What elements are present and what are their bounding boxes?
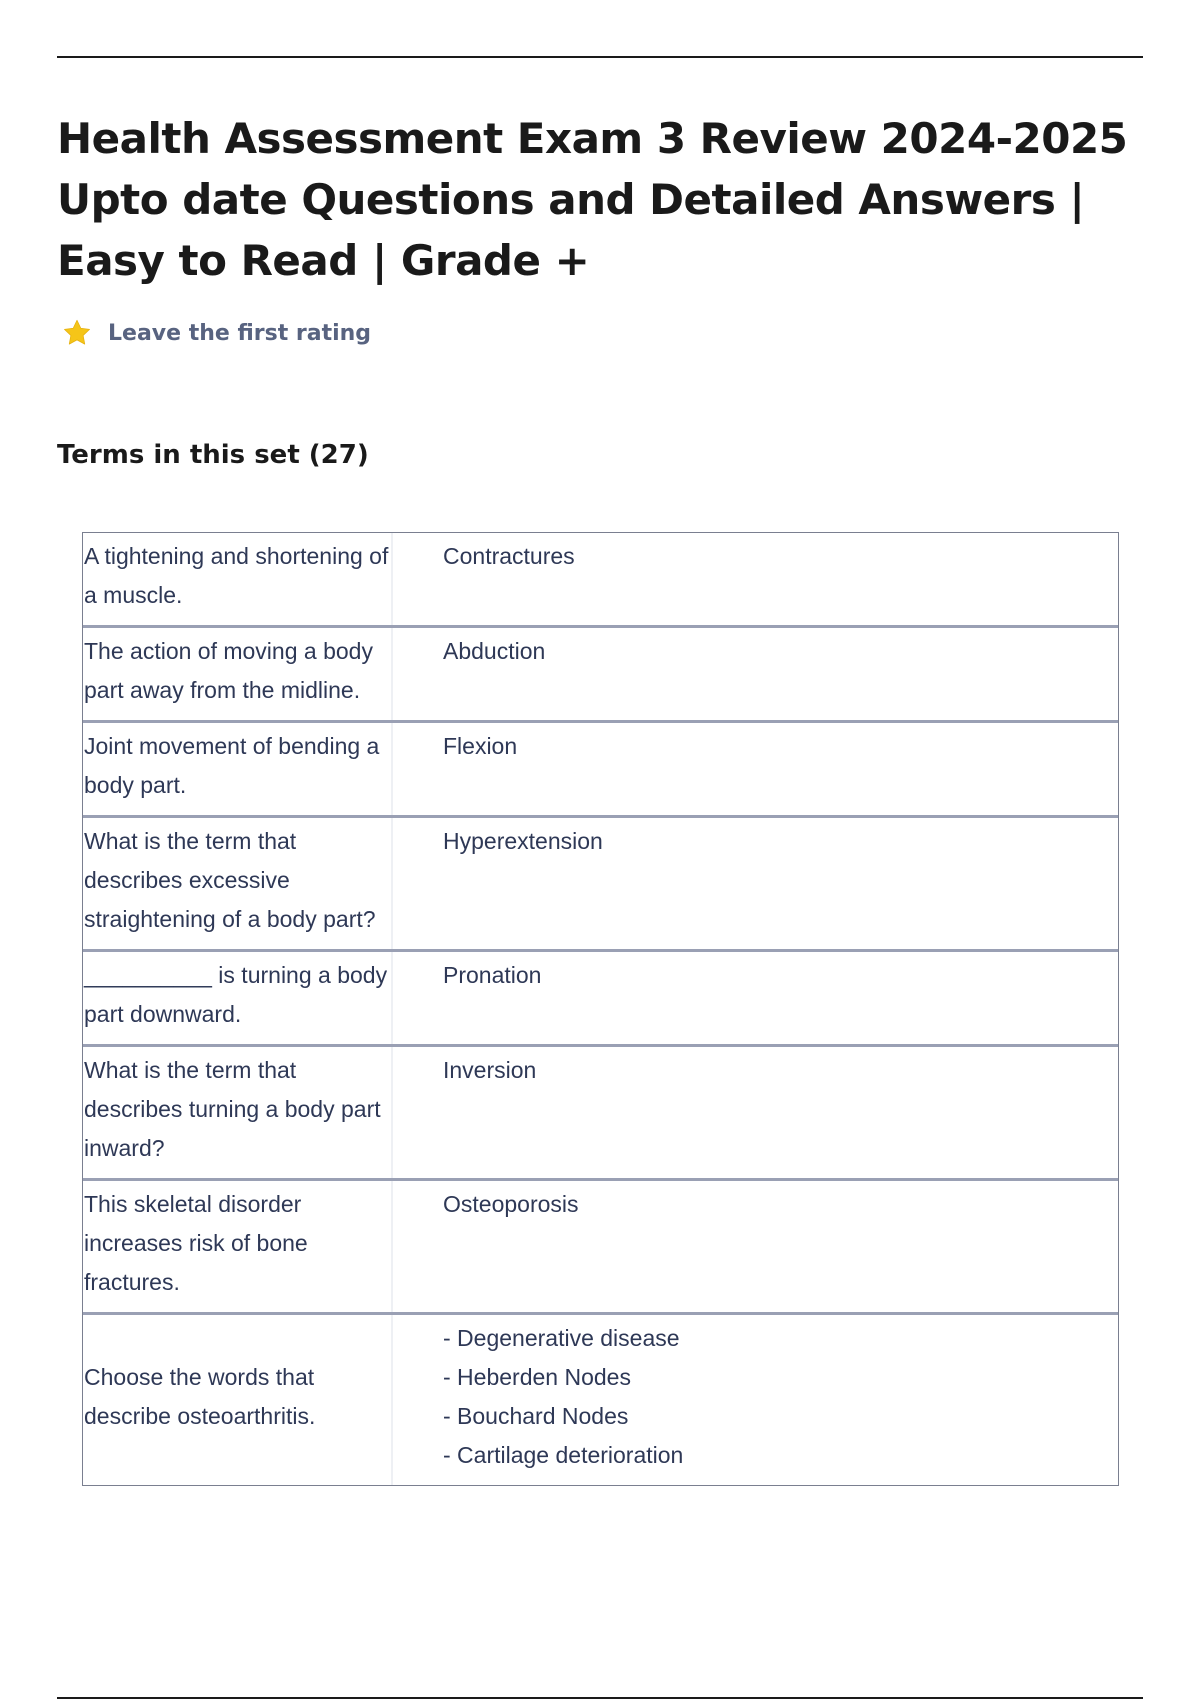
definition-text: Pronation	[443, 962, 542, 988]
term-row	[83, 1181, 1118, 1315]
term-text: This skeletal disorder increases risk of bone fractures.	[83, 1181, 393, 1312]
set-heading: Terms in this set (27)	[57, 440, 369, 470]
definition-text: Abduction	[443, 638, 546, 664]
rating-link[interactable]	[62, 318, 371, 348]
definition-text: Inversion	[443, 1057, 537, 1083]
definition-list-item: - Degenerative disease	[443, 1325, 680, 1351]
term-text: The action of moving a body part away from the midline.	[83, 628, 393, 720]
page-title: Health Assessment Exam 3 Review 2024-2025 Upto date Questions and Detailed Answers | Easy to Read | Grade +	[57, 114, 1128, 285]
definition-list-item: - Heberden Nodes	[443, 1364, 631, 1390]
term-text: __________ is turning a body part downward.	[83, 952, 393, 1044]
definition-list	[393, 1315, 1118, 1485]
term-text: What is the term that describes excessive straightening of a body part?	[83, 818, 393, 949]
terms-table	[82, 532, 1119, 1486]
term-row	[83, 952, 1118, 1047]
term-text: What is the term that describes turning a body part inward?	[83, 1047, 393, 1178]
definition-text: Flexion	[443, 733, 518, 759]
term-row	[83, 1047, 1118, 1181]
term-row	[83, 1315, 1118, 1485]
definition-text: Osteoporosis	[443, 1191, 579, 1217]
term-text	[83, 1315, 393, 1485]
term-row	[83, 818, 1118, 952]
term-text-inner: Choose the words that describe osteoarthritis.	[84, 1364, 316, 1429]
definition-text: Hyperextension	[443, 828, 603, 854]
definition-list-item: - Bouchard Nodes	[443, 1403, 629, 1429]
definition-list-item: - Cartilage deterioration	[443, 1442, 684, 1468]
star-icon	[62, 318, 92, 348]
term-row	[83, 628, 1118, 723]
definition-text: Contractures	[443, 543, 575, 569]
top-divider	[57, 56, 1143, 58]
term-text: Joint movement of bending a body part.	[83, 723, 393, 815]
term-row	[83, 533, 1118, 628]
term-row	[83, 723, 1118, 818]
rating-text[interactable]: Leave the first rating	[108, 320, 372, 346]
term-text: A tightening and shortening of a muscle.	[83, 533, 393, 625]
bottom-divider	[57, 1697, 1143, 1699]
